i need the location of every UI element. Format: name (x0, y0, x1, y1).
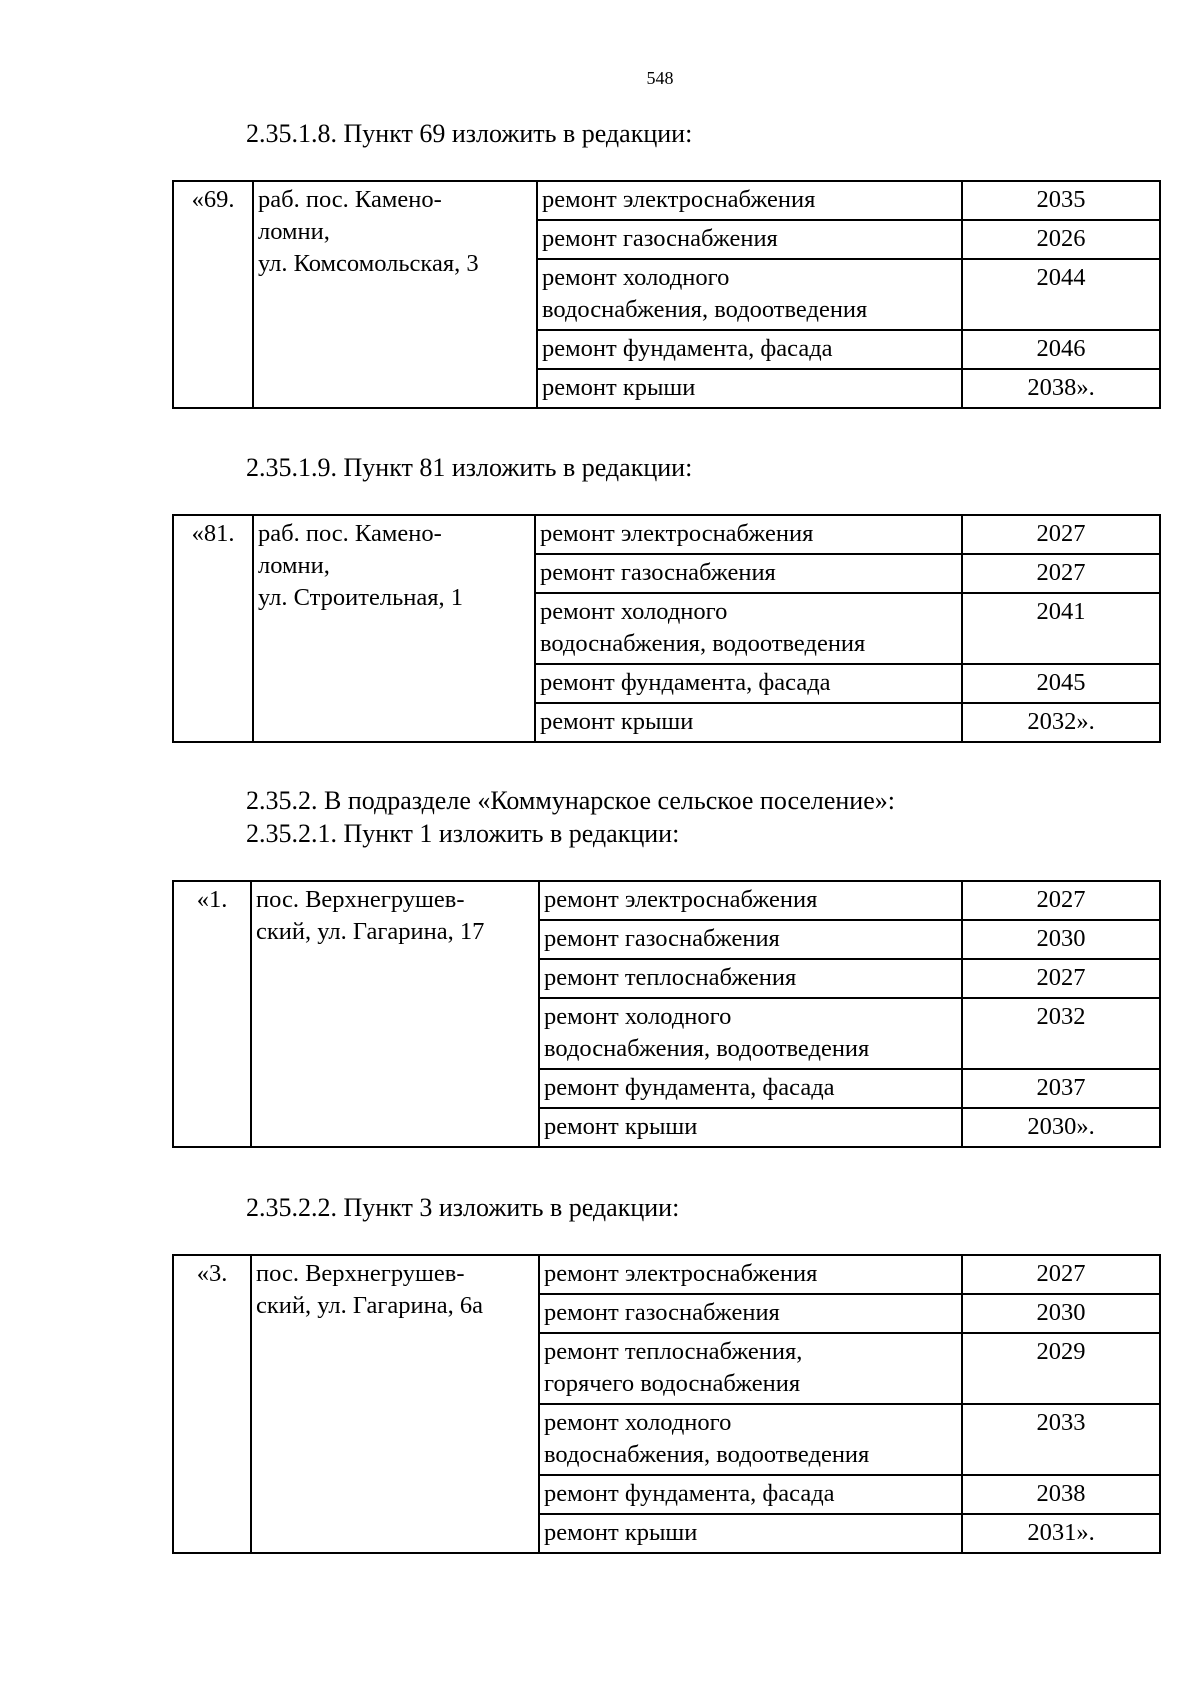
section-heading: 2.35.2.2. Пункт 3 изложить в редакции: (246, 1193, 680, 1222)
year-cell: 2032 (962, 998, 1160, 1069)
section-heading: 2.35.1.9. Пункт 81 изложить в редакции: (246, 453, 693, 482)
year-cell: 2031». (962, 1514, 1160, 1553)
work-cell: ремонт холодного водоснабжения, водоотведения (539, 998, 962, 1069)
work-cell: ремонт газоснабжения (537, 220, 962, 259)
work-cell: ремонт газоснабжения (539, 1294, 962, 1333)
table-row (173, 1255, 1160, 1294)
year-cell: 2033 (962, 1404, 1160, 1475)
year-cell: 2038 (962, 1475, 1160, 1514)
year-cell: 2035 (962, 181, 1160, 220)
work-cell: ремонт крыши (539, 1108, 962, 1147)
year-cell: 2038». (962, 369, 1160, 408)
table-row (173, 515, 1160, 554)
work-cell: ремонт электроснабжения (535, 515, 962, 554)
work-cell: ремонт газоснабжения (535, 554, 962, 593)
year-cell: 2030 (962, 920, 1160, 959)
year-cell: 2046 (962, 330, 1160, 369)
year-cell: 2032». (962, 703, 1160, 742)
year-cell: 2041 (962, 593, 1160, 664)
work-cell: ремонт газоснабжения (539, 920, 962, 959)
section-heading: 2.35.2.1. Пункт 1 изложить в редакции: (246, 819, 680, 848)
address-cell: раб. пос. Камено- ломни, ул. Строительная, 1 (253, 515, 535, 742)
address-cell: пос. Верхнегрушев- ский, ул. Гагарина, 6а (251, 1255, 539, 1553)
item-number: «81. (173, 515, 253, 742)
year-cell: 2030». (962, 1108, 1160, 1147)
address-cell: пос. Верхнегрушев- ский, ул. Гагарина, 17 (251, 881, 539, 1147)
year-cell: 2044 (962, 259, 1160, 330)
work-cell: ремонт электроснабжения (539, 1255, 962, 1294)
year-cell: 2029 (962, 1333, 1160, 1404)
work-cell: ремонт теплоснабжения, горячего водоснабжения (539, 1333, 962, 1404)
work-cell: ремонт фундамента, фасада (539, 1069, 962, 1108)
table-row (173, 181, 1160, 220)
work-cell: ремонт холодного водоснабжения, водоотведения (539, 1404, 962, 1475)
table-row (173, 881, 1160, 920)
repair-schedule-table (172, 514, 1161, 743)
section-heading: 2.35.1.8. Пункт 69 изложить в редакции: (246, 119, 693, 148)
work-cell: ремонт фундамента, фасада (537, 330, 962, 369)
work-cell: ремонт электроснабжения (537, 181, 962, 220)
year-cell: 2045 (962, 664, 1160, 703)
year-cell: 2026 (962, 220, 1160, 259)
work-cell: ремонт фундамента, фасада (535, 664, 962, 703)
work-cell: ремонт фундамента, фасада (539, 1475, 962, 1514)
work-cell: ремонт крыши (537, 369, 962, 408)
year-cell: 2030 (962, 1294, 1160, 1333)
year-cell: 2037 (962, 1069, 1160, 1108)
work-cell: ремонт холодного водоснабжения, водоотведения (535, 593, 962, 664)
page-number: 548 (646, 68, 674, 88)
item-number: «3. (173, 1255, 251, 1553)
work-cell: ремонт холодного водоснабжения, водоотведения (537, 259, 962, 330)
year-cell: 2027 (962, 881, 1160, 920)
address-cell: раб. пос. Камено- ломни, ул. Комсомольская, 3 (253, 181, 537, 408)
item-number: «69. (173, 181, 253, 408)
year-cell: 2027 (962, 554, 1160, 593)
repair-schedule-table (172, 1254, 1161, 1554)
item-number: «1. (173, 881, 251, 1147)
repair-schedule-table (172, 880, 1161, 1148)
section-heading: 2.35.2. В подразделе «Коммунарское сельское поселение»: (246, 786, 895, 815)
year-cell: 2027 (962, 515, 1160, 554)
repair-schedule-table (172, 180, 1161, 409)
work-cell: ремонт теплоснабжения (539, 959, 962, 998)
year-cell: 2027 (962, 1255, 1160, 1294)
work-cell: ремонт крыши (539, 1514, 962, 1553)
work-cell: ремонт электроснабжения (539, 881, 962, 920)
year-cell: 2027 (962, 959, 1160, 998)
work-cell: ремонт крыши (535, 703, 962, 742)
